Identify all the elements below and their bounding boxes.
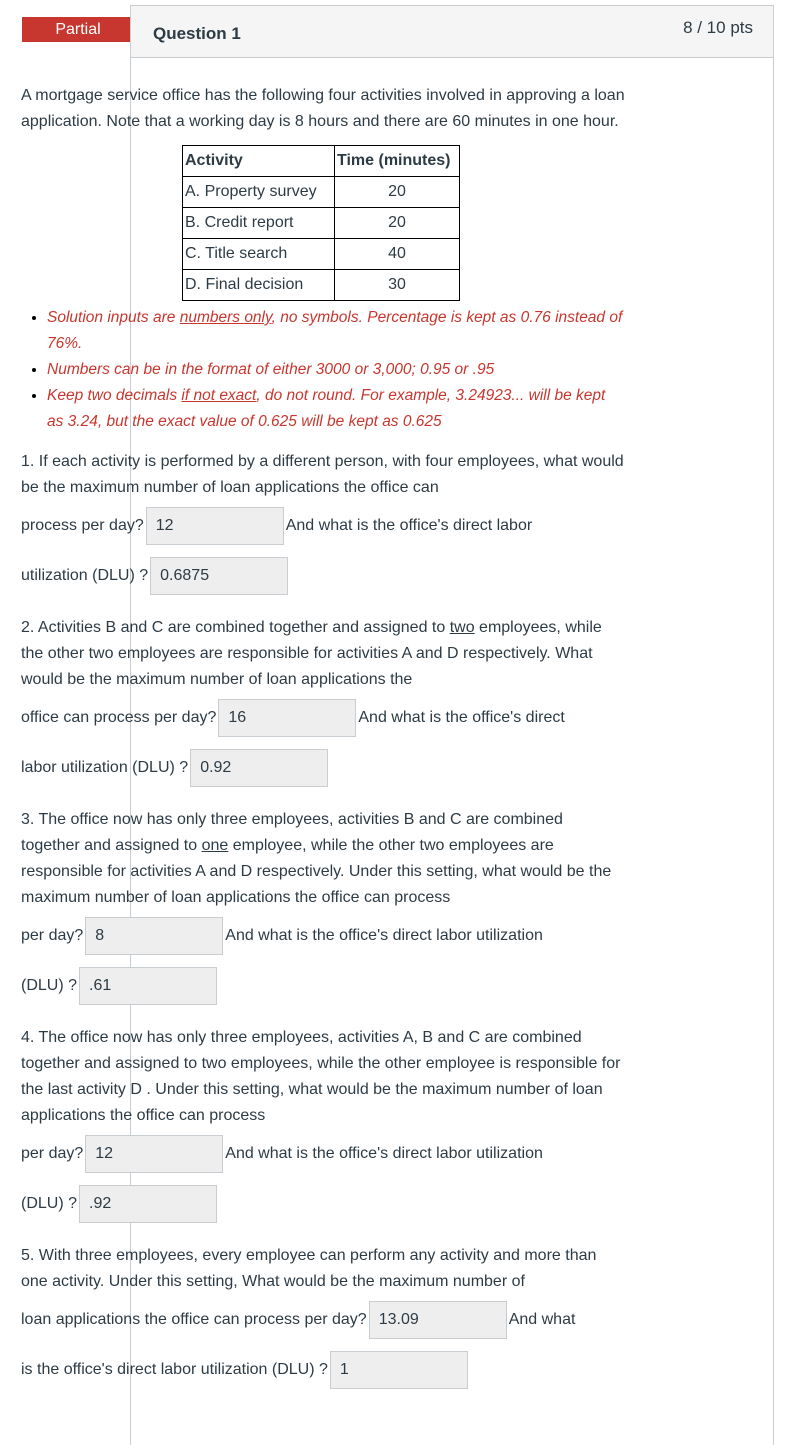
- prompt-text: And what is the office's direct: [358, 709, 565, 726]
- subquestion-text: [21, 807, 625, 911]
- table-row: [183, 177, 460, 208]
- text-underline: two: [449, 619, 475, 636]
- note-item: [47, 357, 625, 383]
- subquestion-4: [21, 1025, 625, 1229]
- prompt-text: is the office's direct labor utilization (DLU) ?: [21, 1361, 328, 1378]
- subquestion-text: [21, 615, 625, 693]
- note-item: [47, 305, 625, 357]
- answer-max-applications-input[interactable]: 16: [218, 699, 356, 737]
- text-part: employee, while the other two employees are responsible for activities A and D respectively. Under this setting, what would be the maximum number of loan applications the office can process: [21, 837, 612, 906]
- text-part: employees, while the other two employees are responsible for activities A and D respectively. What would be the maximum number of loan applications the: [21, 619, 602, 688]
- prompt-text: And what: [508, 1311, 576, 1328]
- prompt-text: utilization (DLU) ?: [21, 567, 149, 584]
- badge-label: Partial: [55, 20, 101, 38]
- note-underline: if not exact: [181, 387, 257, 404]
- activity-name: D. Final decision: [183, 270, 335, 301]
- prompt-text: process per day?: [21, 517, 144, 534]
- prompt-text: And what is the office's direct labor utilization: [225, 1145, 543, 1162]
- answer-dlu-input[interactable]: .61: [79, 967, 217, 1005]
- question-content: [21, 83, 625, 1395]
- subquestion-text: 4. The office now has only three employees, activities A, B and C are combined together and assigned to two employees, while the other employee is responsible for the last activity D . Under this setting, what would be the maximum number of loan applications the office can process: [21, 1029, 621, 1124]
- subquestion-2: [21, 615, 625, 793]
- answer-max-applications-input[interactable]: 13.09: [369, 1301, 507, 1339]
- table-header-activity: Activity: [183, 146, 335, 177]
- prompt-text: (DLU) ?: [21, 1195, 78, 1212]
- activity-name: C. Title search: [183, 239, 335, 270]
- instruction-notes: [21, 305, 625, 435]
- prompt-text: per day?: [21, 1145, 84, 1162]
- subquestion-3: [21, 807, 625, 1011]
- table-row: [183, 239, 460, 270]
- table-header-time: Time (minutes): [335, 146, 460, 177]
- answer-max-applications-input[interactable]: 12: [146, 507, 284, 545]
- prompt-text: (DLU) ?: [21, 977, 78, 994]
- note-text: , no symbols. Percentage is kept as 0.76 instead of 76%.: [47, 309, 623, 352]
- text-part: 3. The office now has only three employees, activities B and C are combined together and assigned to: [21, 811, 563, 854]
- activity-time: 20: [335, 208, 460, 239]
- prompt-text: labor utilization (DLU) ?: [21, 759, 189, 776]
- question-intro: A mortgage service office has the following four activities involved in approving a loan application. Note that a working day is 8 hours and there are 60 minutes in one hour.: [21, 87, 625, 130]
- answer-dlu-input[interactable]: 0.92: [190, 749, 328, 787]
- note-text: , do not round. For example, 3.24923... will be kept as 3.24, but the exact value of 0.625 will be kept as 0.625: [47, 387, 606, 430]
- prompt-text: per day?: [21, 927, 84, 944]
- answer-max-applications-input[interactable]: 8: [85, 917, 223, 955]
- prompt-text: And what is the office's direct labor: [285, 517, 533, 534]
- prompt-text: And what is the office's direct labor utilization: [225, 927, 543, 944]
- activity-table: [182, 145, 460, 301]
- text-underline: one: [201, 837, 229, 854]
- table-row: [183, 270, 460, 301]
- question-points: 8 / 10 pts: [683, 18, 753, 37]
- subquestion-5: [21, 1243, 625, 1395]
- question-header: [131, 6, 773, 58]
- note-text: Numbers can be in the format of either 3000 or 3,000; 0.95 or .95: [47, 361, 495, 378]
- prompt-text: loan applications the office can process per day?: [21, 1311, 367, 1328]
- answer-dlu-input[interactable]: .92: [79, 1185, 217, 1223]
- prompt-text: office can process per day?: [21, 709, 217, 726]
- subquestion-text: 5. With three employees, every employee can perform any activity and more than one activity. Under this setting, What would be the maximum number of: [21, 1247, 597, 1290]
- subquestion-text: 1. If each activity is performed by a different person, with four employees, what would be the maximum number of loan applications the office can: [21, 453, 624, 496]
- activity-time: 40: [335, 239, 460, 270]
- table-row: [183, 208, 460, 239]
- answer-max-applications-input[interactable]: 12: [85, 1135, 223, 1173]
- answer-dlu-input[interactable]: 0.6875: [150, 557, 288, 595]
- note-item: [47, 383, 625, 435]
- activity-time: 30: [335, 270, 460, 301]
- answer-dlu-input[interactable]: 1: [330, 1351, 468, 1389]
- text-part: 2. Activities B and C are combined together and assigned to: [21, 619, 450, 636]
- note-underline: numbers only: [179, 309, 272, 326]
- activity-name: A. Property survey: [183, 177, 335, 208]
- activity-time: 20: [335, 177, 460, 208]
- note-text: Solution inputs are: [47, 309, 180, 326]
- subquestion-1: [21, 449, 625, 601]
- note-text: Keep two decimals: [47, 387, 182, 404]
- partial-score-badge: [22, 17, 134, 42]
- question-title: Question 1: [153, 24, 241, 43]
- table-header-row: [183, 146, 460, 177]
- activity-name: B. Credit report: [183, 208, 335, 239]
